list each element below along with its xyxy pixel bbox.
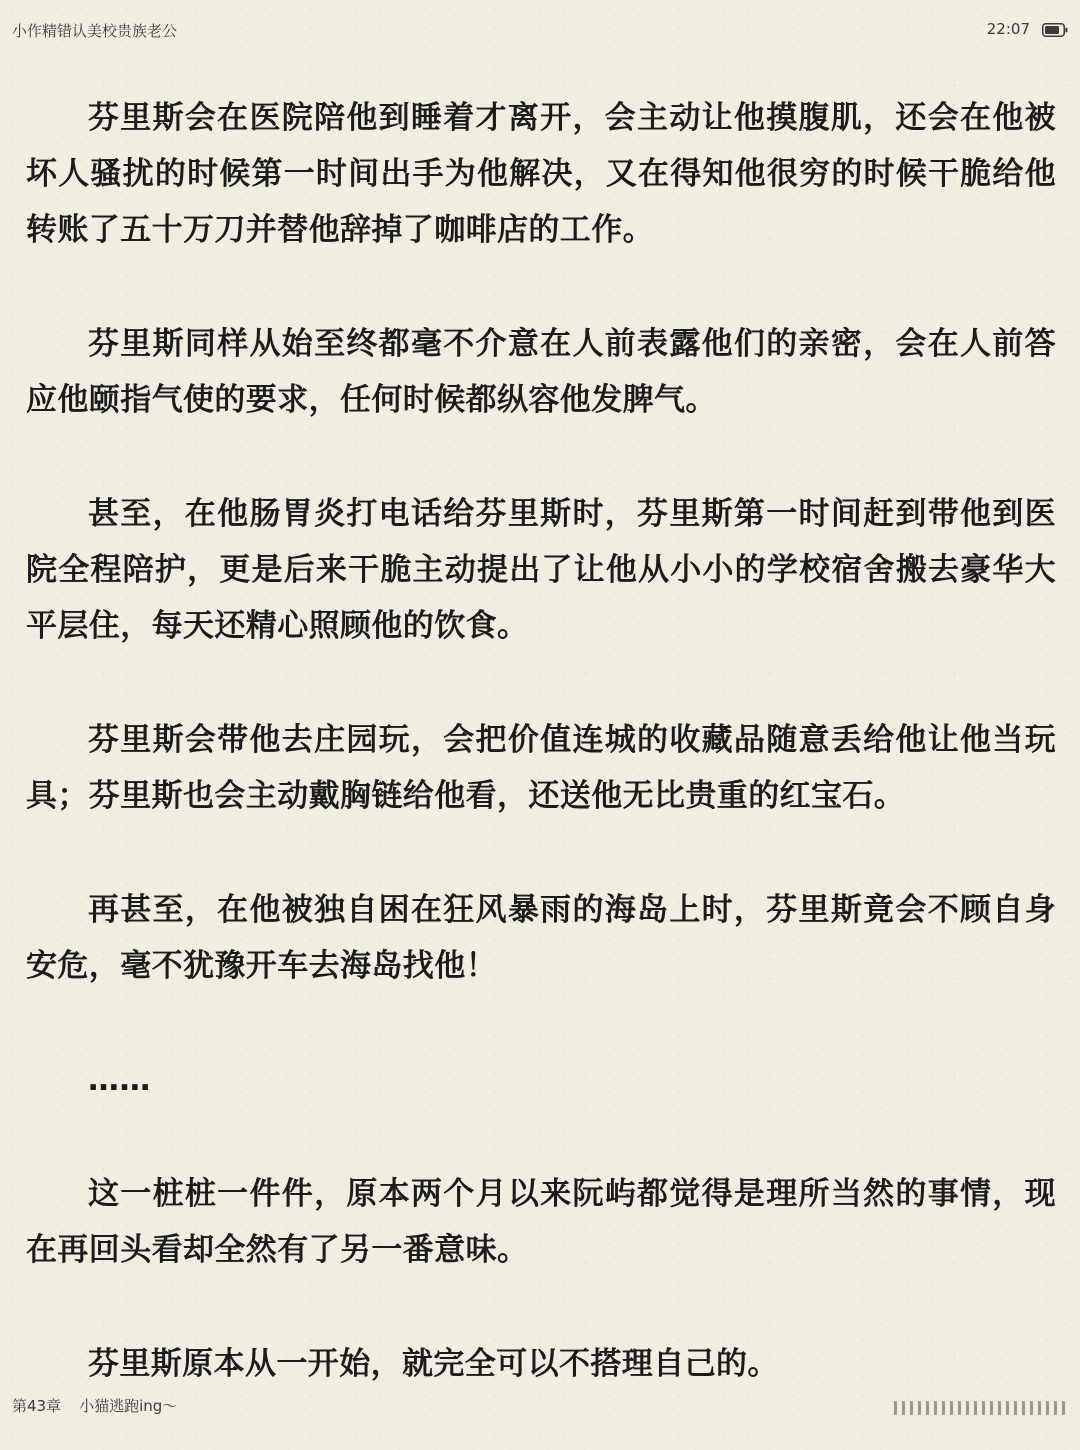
battery-icon — [1042, 23, 1068, 37]
status-bar — [0, 0, 1080, 60]
page-progress-icon[interactable] — [890, 1393, 1070, 1421]
paragraph: 甚至，在他肠胃炎打电话给芬里斯时，芬里斯第一时间赶到带他到医院全程陪护，更是后来干脆主动提出了让他从小小的学校宿舍搬去豪华大平层住，每天还精心照顾他的饮食。 — [26, 496, 1056, 644]
clock: 22:07 — [986, 20, 1030, 38]
reading-content[interactable] — [26, 90, 1056, 1450]
chapter-title: 小猫逃跑ing～ — [79, 1397, 178, 1415]
footer-bar — [0, 1391, 1080, 1441]
chapter-info — [12, 1395, 195, 1416]
paragraph: 芬里斯会在医院陪他到睡着才离开，会主动让他摸腹肌，还会在他被坏人骚扰的时候第一时间出手为他解决，又在得知他很穷的时候干脆给他转账了五十万刀并替他辞掉了咖啡店的工作。 — [26, 100, 1056, 248]
chapter-number: 第43章 — [12, 1397, 62, 1415]
paragraph: 芬里斯会带他去庄园玩，会把价值连城的收藏品随意丢给他让他当玩具；芬里斯也会主动戴胸链给他看，还送他无比贵重的红宝石。 — [26, 722, 1056, 814]
paragraph: 这一桩桩一件件，原本两个月以来阮屿都觉得是理所当然的事情，现在再回头看却全然有了另一番意味。 — [26, 1176, 1056, 1268]
paragraph: 芬里斯同样从始至终都毫不介意在人前表露他们的亲密，会在人前答应他颐指气使的要求，任何时候都纵容他发脾气。 — [26, 326, 1056, 418]
paragraph: 芬里斯原本从一开始，就完全可以不搭理自己的。 — [88, 1346, 779, 1382]
paragraph-ellipsis: …… — [88, 1062, 151, 1098]
paragraph: 再甚至，在他被独自困在狂风暴雨的海岛上时，芬里斯竟会不顾自身安危，毫不犹豫开车去海岛找他！ — [26, 892, 1056, 984]
book-title: 小作精错认美校贵族老公 — [12, 22, 178, 40]
